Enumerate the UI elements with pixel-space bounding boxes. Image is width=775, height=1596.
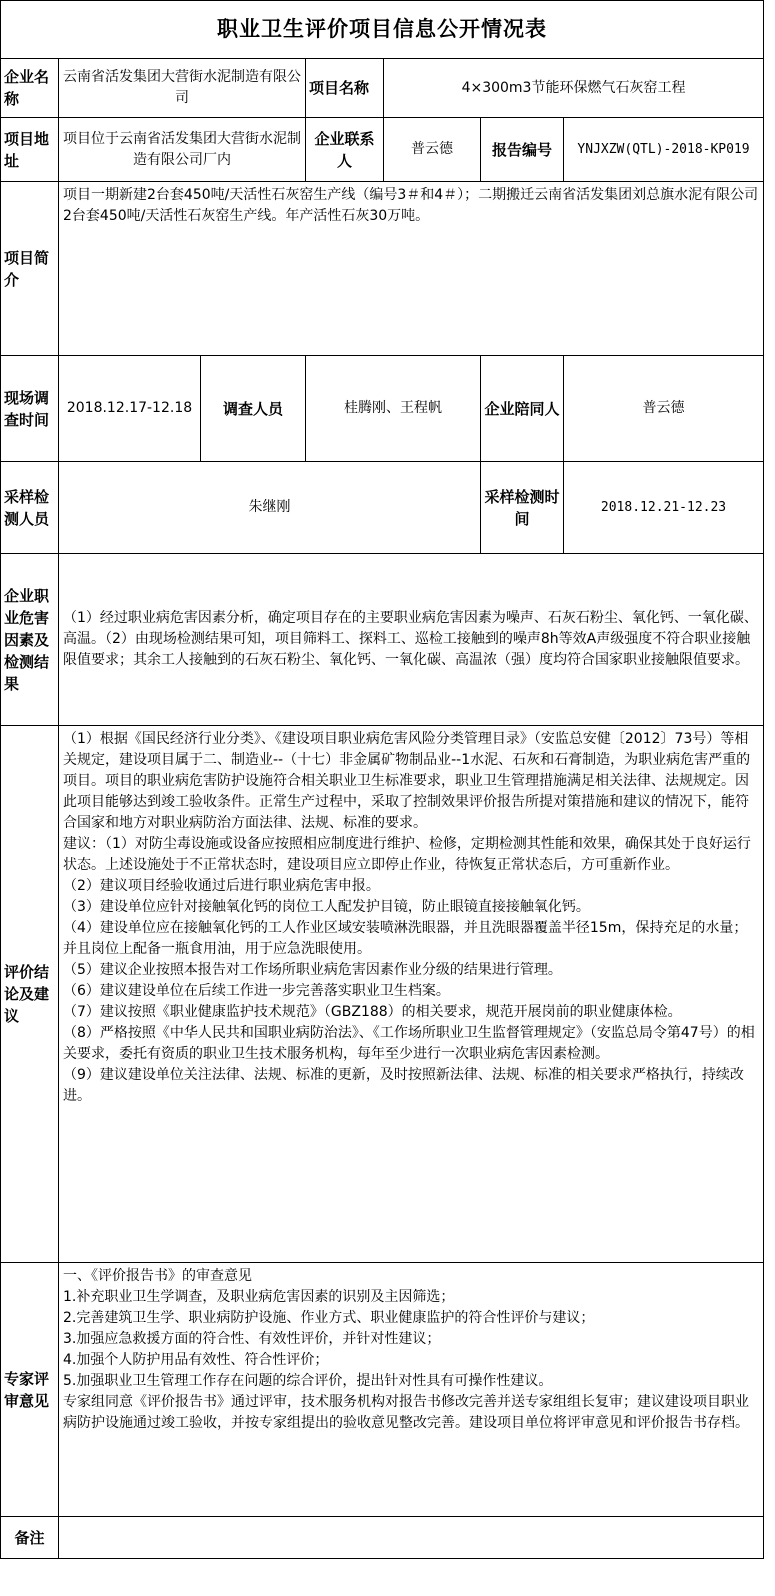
project-intro-label: 项目简介 xyxy=(1,182,59,356)
company-contact-value: 普云德 xyxy=(384,118,481,182)
expert-line: 专家组同意《评价报告书》通过评审，技术服务机构对报告书修改完善并送专家组组长复审；建议建设项目职业病防护设施通过竣工验收，并按专家组提出的验收意见整改完善。建设项目单位将评审意见和评价报告书存档。 xyxy=(63,1394,749,1431)
conclusion-paragraph: （6）建议建设单位在后续工作进一步完善落实职业卫生档案。 xyxy=(63,983,450,999)
expert-line: 3.加强应急救援方面的符合性、有效性评价，并针对性建议； xyxy=(63,1331,441,1347)
project-address-value: 项目位于云南省活发集团大营街水泥制造有限公司厂内 xyxy=(59,118,306,182)
project-name-value: 4×300m3节能环保燃气石灰窑工程 xyxy=(384,59,764,118)
conclusion-paragraph: （9）建议建设单位关注法律、法规、标准的更新，及时按照新法律、法规、标准的相关要求严格执行，持续改进。 xyxy=(63,1067,744,1104)
conclusion-value xyxy=(59,726,764,1263)
company-contact-label: 企业联系人 xyxy=(306,118,384,182)
remarks-value xyxy=(59,1517,764,1559)
survey-time-value: 2018.12.17-12.18 xyxy=(59,356,201,462)
conclusion-paragraph: （3）建设单位应针对接触氧化钙的岗位工人配发护目镜，防止眼镜直接接触氧化钙。 xyxy=(63,899,590,915)
conclusion-paragraph: （1）根据《国民经济行业分类》、《建设项目职业病危害风险分类管理目录》（安监总安健〔2012〕73号）等相关规定，建设项目属于二、制造业--（十七）非金属矿物制品业--1水泥、石灰和石膏制造，为职业病危害严重的项目。项目的职业病危害防护设施符合相关职业卫生标准要求，职业卫生管理措施满足相关法律、法规规定。因此项目能够达到竣工验收条件。正常生产过程中，采取了控制效果评价报告所提对策措施和建议的情况下，能符合国家和地方对职业病防治方面法律、法规、标准的要求。 xyxy=(63,731,751,831)
survey-time-label: 现场调查时间 xyxy=(1,356,59,462)
sampling-staff-label: 采样检测人员 xyxy=(1,462,59,554)
company-name-label: 企业名称 xyxy=(1,59,59,118)
conclusion-paragraph: （5）建议企业按照本报告对工作场所职业病危害因素作业分级的结果进行管理。 xyxy=(63,962,562,978)
expert-line: 1.补充职业卫生学调查，及职业病危害因素的识别及主因筛选； xyxy=(63,1289,455,1305)
report-no-value: YNJXZW(QTL)-2018-KP019 xyxy=(564,118,764,182)
expert-line: 5.加强职业卫生管理工作存在问题的综合评价，提出针对性具有可操作性建议。 xyxy=(63,1373,553,1389)
conclusion-label: 评价结论及建议 xyxy=(1,726,59,1263)
conclusion-paragraph: （2）建议项目经验收通过后进行职业病危害申报。 xyxy=(63,878,380,894)
expert-review-value xyxy=(59,1263,764,1517)
project-address-label: 项目地址 xyxy=(1,118,59,182)
investigators-value: 桂腾刚、王程帆 xyxy=(306,356,481,462)
conclusion-paragraph: 建议：（1）对防尘毒设施或设备应按照相应制度进行维护、检修，定期检测其性能和效果，确保其处于良好运行状态。上述设施处于不正常状态时，建设项目应立即停止作业，待恢复正常状态后，方可重新作业。 xyxy=(63,836,751,873)
expert-line: 2.完善建筑卫生学、职业病防护设施、作业方式、职业健康监护的符合性评价与建议； xyxy=(63,1310,595,1326)
project-name-label: 项目名称 xyxy=(306,59,384,118)
investigators-label: 调查人员 xyxy=(201,356,306,462)
company-name-value: 云南省活发集团大营街水泥制造有限公司 xyxy=(59,59,306,118)
page-title: 职业卫生评价项目信息公开情况表 xyxy=(1,1,764,59)
hazard-results-label: 企业职业危害因素及检测结果 xyxy=(1,554,59,726)
conclusion-paragraph: （4）建设单位应在接触氧化钙的工人作业区域安装喷淋洗眼器，并且洗眼器覆盖半径15m，保持充足的水量；并且岗位上配备一瓶食用油，用于应急洗眼使用。 xyxy=(63,920,748,957)
expert-line: 一、《评价报告书》的审查意见 xyxy=(63,1268,252,1284)
project-intro-value: 项目一期新建2台套450吨/天活性石灰窑生产线（编号3＃和4＃）；二期搬迁云南省活发集团刘总旗水泥有限公司2台套450吨/天活性石灰窑生产线。年产活性石灰30万吨。 xyxy=(59,182,764,356)
remarks-label: 备注 xyxy=(1,1517,59,1559)
expert-line: 4.加强个人防护用品有效性、符合性评价； xyxy=(63,1352,329,1368)
sampling-time-value: 2018.12.21-12.23 xyxy=(564,462,764,554)
hazard-results-value: （1）经过职业病危害因素分析，确定项目存在的主要职业病危害因素为噪声、石灰石粉尘、氧化钙、一氧化碳、高温。（2）由现场检测结果可知，项目筛料工、探料工、巡检工接触到的噪声8h等效A声级强度不符合职业接触限值要求；其余工人接触到的石灰石粉尘、氧化钙、一氧化碳、高温浓（强）度均符合国家职业接触限值要求。 xyxy=(59,554,764,726)
conclusion-paragraph: （7）建议按照《职业健康监护技术规范》（GBZ188）的相关要求，规范开展岗前的职业健康体检。 xyxy=(63,1004,682,1020)
sampling-time-label: 采样检测时间 xyxy=(481,462,564,554)
conclusion-paragraph: （8）严格按照《中华人民共和国职业病防治法》、《工作场所职业卫生监督管理规定》（安监总局令第47号）的相关要求，委托有资质的职业卫生技术服务机构，每年至少进行一次职业病危害因素检测。 xyxy=(63,1025,755,1062)
sampling-staff-value: 朱继刚 xyxy=(59,462,481,554)
company-escort-label: 企业陪同人 xyxy=(481,356,564,462)
expert-review-label: 专家评审意见 xyxy=(1,1263,59,1517)
company-escort-value: 普云德 xyxy=(564,356,764,462)
report-no-label: 报告编号 xyxy=(481,118,564,182)
